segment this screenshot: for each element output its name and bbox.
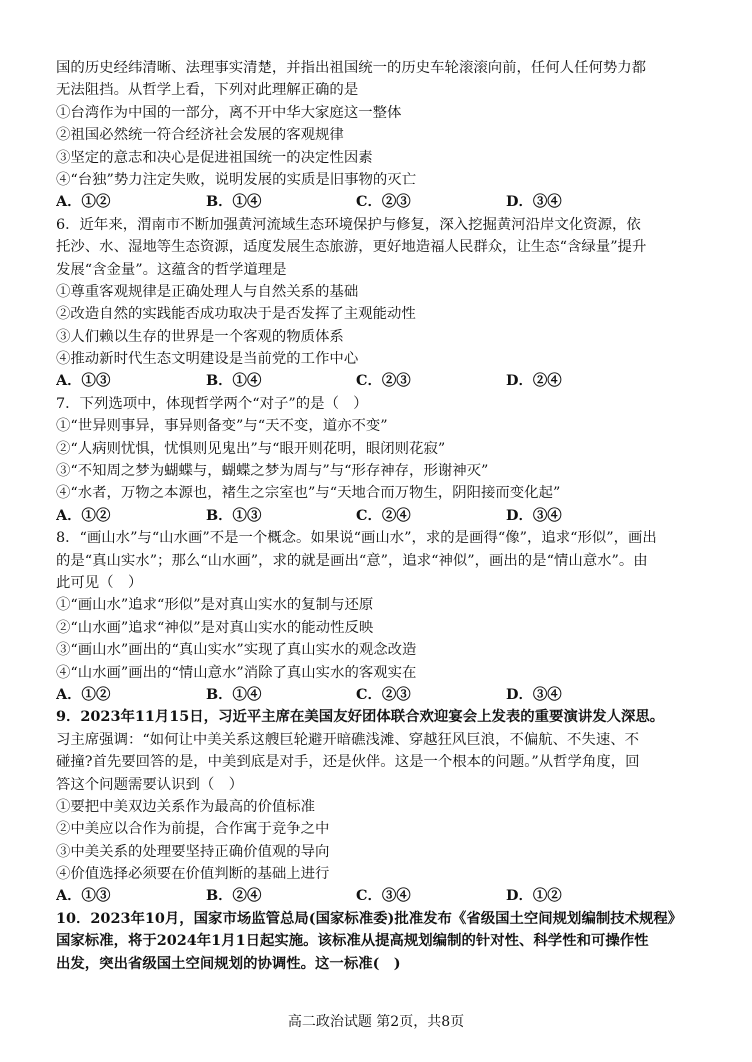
text-line: ①尊重客观规律是正确处理人与自然关系的基础 [56,283,359,300]
text-line: 此可见（ ） [56,574,143,591]
question-text-line: 10．2023年10月，国家市场监管总局(国家标准委)批准发布《省级国土空间规划编制技术规程》 [56,909,683,927]
answer-option: D．②④ [506,372,562,390]
answer-option: C．③④ [356,887,411,905]
text-line: ②中美应以合作为前提，合作寓于竞争之中 [56,821,330,838]
answer-option: D．①② [506,887,562,905]
text-line: ②“山水画”追求“神似”是对真山实水的能动性反映 [56,619,374,636]
text-line: ④推动新时代生态文明建设是当前党的工作中心 [56,351,359,368]
answer-option: C．②③ [356,193,411,211]
text-line: 8．“画山水”与“山水画”不是一个概念。如果说“画山水”，求的是画得“像”，追求“形似”，画出 [56,530,657,547]
text-line: ③人们赖以生存的世界是一个客观的物质体系 [56,328,344,345]
text-line: ④“山水画”画出的“情山意水”消除了真山实水的客观实在 [56,664,417,681]
text-line: 的是“真山实水”；那么“山水画”，求的就是画出“意”，追求“神似”，画出的是“情山意水”。由 [56,552,648,569]
text-line: ①“世异则事异，事异则备变”与“天不变，道亦不变” [56,418,388,435]
answer-option: D．③④ [506,685,562,703]
answer-option: B．②④ [206,887,262,905]
answer-option: A．①③ [56,887,111,905]
answer-options-row [56,370,706,392]
text-line: 7．下列选项中，体现哲学两个“对子”的是（ ） [56,395,368,412]
text-line: ④“水者，万物之本源也，褚生之宗室也”与“天地合而万物生，阴阳接而变化起” [56,485,561,502]
text-line: ②“人病则忧惧，忧惧则见鬼出”与“眼开则花明，眼闭则花寂” [56,440,446,457]
exam-page-body [56,57,706,975]
answer-option: C．②③ [356,372,411,390]
answer-option: B．①④ [206,193,262,211]
question-text-line: 出发，突出省级国土空间规划的协调性。这一标准( ) [56,954,401,972]
answer-option: C．②③ [356,685,411,703]
answer-options-row [56,684,706,706]
text-line: ④“台独”势力注定失败，说明发展的实质是旧事物的灭亡 [56,171,417,188]
text-line: ④价值选择必须要在价值判断的基础上进行 [56,866,330,883]
answer-option: A．①② [56,193,111,211]
answer-option: A．①③ [56,372,111,390]
text-line: 碰撞?首先要回答的是，中美到底是对手，还是伙伴。这是一个根本的问题。”从哲学角度，回 [56,754,640,771]
text-line: 无法阻挡。从哲学上看，下列对此理解正确的是 [56,82,359,99]
text-line: 托沙、水、湿地等生态资源，适度发展生态旅游，更好地造福人民群众，让生态“含绿量”提升 [56,239,647,256]
answer-option: B．①④ [206,685,262,703]
text-line: 国的历史经纬清晰、法理事实清楚，并指出祖国统一的历史车轮滚滚向前，任何人任何势力都 [56,60,647,76]
answer-options-row [56,885,706,907]
text-line: ③中美关系的处理要坚持正确价值观的导向 [56,843,330,860]
answer-options-row [56,505,706,527]
question-text-line: 9．2023年11月15日，习近平主席在美国友好团体联合欢迎宴会上发表的重要演讲发人深思。 [56,708,665,726]
answer-option: D．③④ [506,506,562,524]
answer-option: A．①② [56,506,111,524]
text-line: ①要把中美双边关系作为最高的价值标准 [56,798,316,815]
answer-option: A．①② [56,685,111,703]
text-line: 答这个问题需要认识到（ ） [56,776,244,793]
text-line: 习主席强调：“如何让中美关系这艘巨轮避开暗礁浅滩、穿越狂风巨浪，不偏航、不失速、不 [56,731,639,748]
text-line: 6．近年来，渭南市不断加强黄河流域生态环境保护与修复，深入挖掘黄河沿岸文化资源，依 [56,216,641,233]
text-line: ①“画山水”追求“形似”是对真山实水的复制与还原 [56,597,374,614]
answer-options-row [56,191,706,213]
answer-option: B．①③ [206,506,262,524]
answer-option: C．②④ [356,506,411,524]
page-footer: 高二政治试题 第2页，共8页 [287,1014,465,1030]
text-line: ③“不知周之梦为蝴蝶与，蝴蝶之梦为周与”与“形存神存，形谢神灭” [56,463,489,480]
text-line: ②改造自然的实践能否成功取决于是否发挥了主观能动性 [56,306,416,323]
answer-option: B．①④ [206,372,262,390]
text-line: ①台湾作为中国的一部分，离不开中华大家庭这一整体 [56,104,402,121]
text-line: ②祖国必然统一符合经济社会发展的客观规律 [56,127,344,144]
question-text-line: 国家标准，将于2024年1月1日起实施。该标准从提高规划编制的针对性、科学性和可操作性 [56,932,649,950]
text-line: 发展“含金量”。这蕴含的哲学道理是 [56,261,287,278]
answer-option: D．③④ [506,193,562,211]
text-line: ③“画山水”画出的“真山实水”实现了真山实水的观念改造 [56,642,417,659]
text-line: ③坚定的意志和决心是促进祖国统一的决定性因素 [56,149,373,166]
